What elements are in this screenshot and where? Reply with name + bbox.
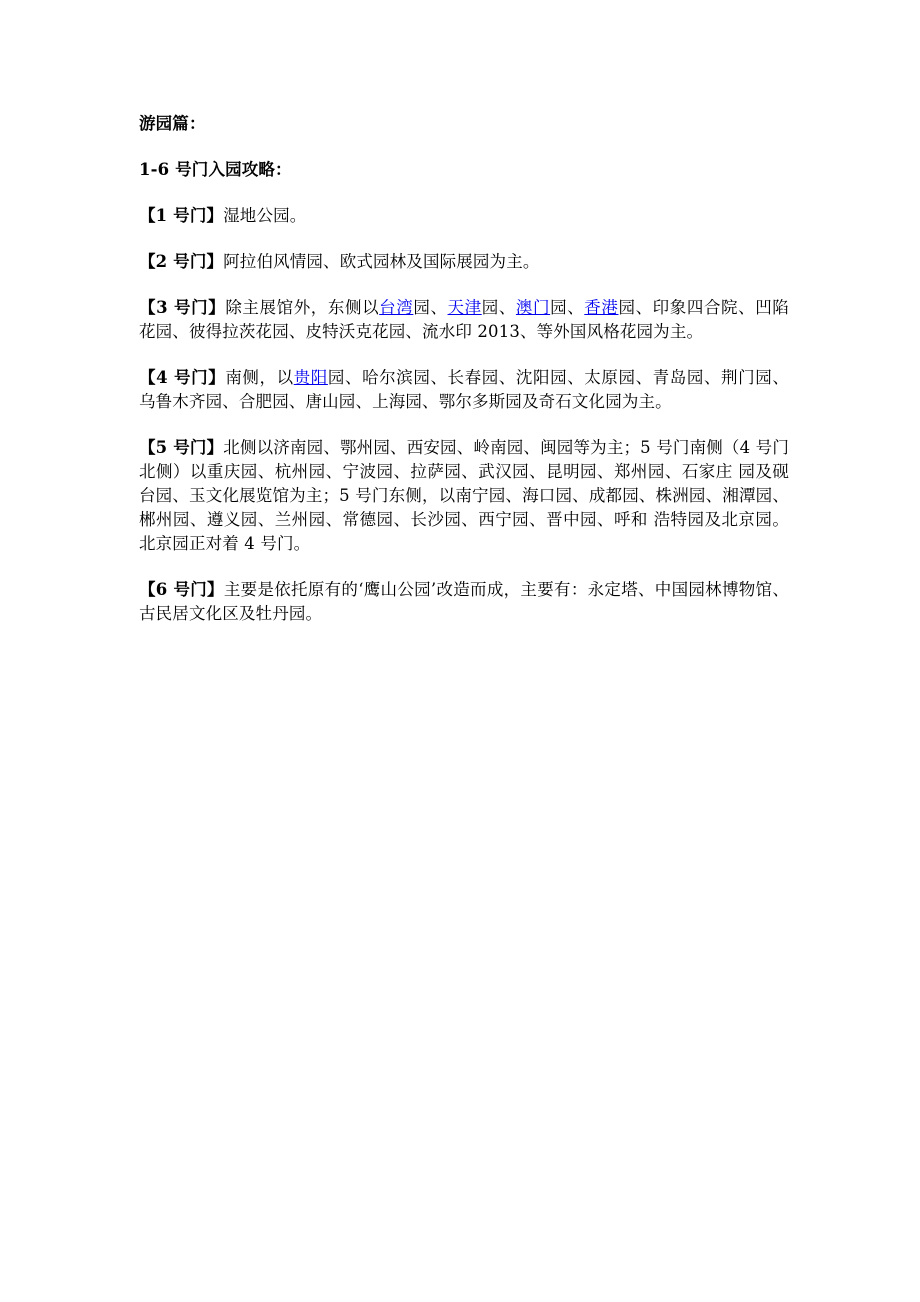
gate-3-label: 【3 号门】 <box>139 298 226 317</box>
link-taiwan[interactable]: 台湾 <box>379 298 414 317</box>
link-tianjin[interactable]: 天津 <box>447 298 482 317</box>
gate-1-label: 【1 号门】 <box>139 206 224 225</box>
gate-2-paragraph <box>139 250 789 274</box>
gate-3-text-4: 园、 <box>550 298 585 317</box>
link-guiyang[interactable]: 贵阳 <box>293 368 328 387</box>
gate-4-text-1: 南侧，以 <box>225 368 294 387</box>
gate-1-paragraph <box>139 204 789 228</box>
gate-5-paragraph <box>139 436 789 556</box>
gate-4-paragraph <box>139 366 789 414</box>
gate-3-text-1: 除主展馆外，东侧以 <box>225 298 380 317</box>
gate-4-label: 【4 号门】 <box>139 368 226 387</box>
gate-1-text: 湿地公园。 <box>223 206 307 225</box>
gate-6-label: 【6 号门】 <box>139 580 224 599</box>
gate-6-paragraph <box>139 578 789 626</box>
gate-3-paragraph <box>139 296 789 344</box>
gate-5-text: 北侧以济南园、鄂州园、西安园、岭南园、闽园等为主；5 号门南侧（4 号门北侧）以重庆园、杭州园、宁波园、拉萨园、武汉园、昆明园、郑州园、石家庄 园及砚台园、玉文化展览馆为主；5 号门东侧，以南宁园、海口园、成都园、株洲园、湘潭园、郴州园、遵义园、兰州园、常德园、长沙园、西宁园、晋中园、呼和 浩特园及北京园。北京园正对着 4 号门。 <box>139 438 789 553</box>
gate-2-text: 阿拉伯风情园、欧式园林及国际展园为主。 <box>223 252 540 271</box>
link-macau[interactable]: 澳门 <box>515 298 551 317</box>
section-title: 游园篇： <box>139 114 206 133</box>
document-page <box>139 112 789 648</box>
gate-4-text-2: 园、哈尔滨园、长春园、沈阳园、太原园、青岛园、荆门园、乌鲁木齐园、合肥园、唐山园、上海园、鄂尔多斯园及奇石文化园为主。 <box>139 368 789 411</box>
gate-3-text-2: 园、 <box>413 298 448 317</box>
gate-2-label: 【2 号门】 <box>139 252 224 271</box>
link-hongkong[interactable]: 香港 <box>584 298 619 317</box>
gate-6-text: 主要是依托原有的‘鹰山公园’改造而成，主要有：永定塔、中国园林博物馆、古民居文化区及牡丹园。 <box>139 580 789 623</box>
gate-5-label: 【5 号门】 <box>139 438 224 457</box>
gate-3-text-5: 园、印象四合院、凹陷花园、彼得拉茨花园、皮特沃克花园、流水印 2013、等外国风格花园为主。 <box>139 298 789 341</box>
gate-3-text-3: 园、 <box>481 298 516 317</box>
gate-guide-title: 1-6 号门入园攻略： <box>139 160 292 179</box>
